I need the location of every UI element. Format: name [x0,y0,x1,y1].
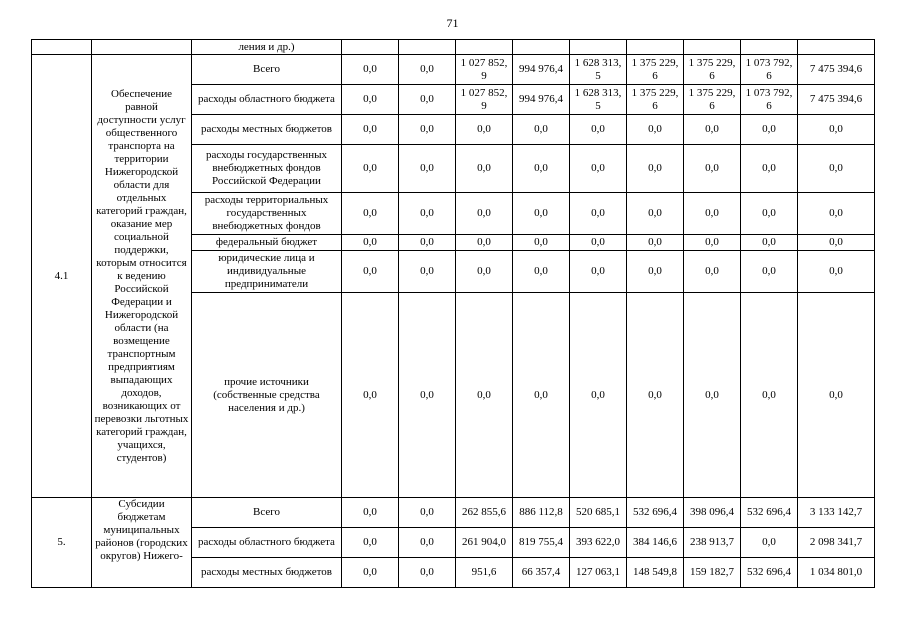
year-value: 0,0 [342,85,399,115]
year-value: 0,0 [684,145,741,193]
row-id: 4.1 [32,55,92,498]
year-value: 1 375 229,6 [627,85,684,115]
table-body [32,40,875,588]
year-value: 0,0 [399,55,456,85]
total-value: 0,0 [798,115,875,145]
year-value: 127 063,1 [570,558,627,588]
year-value: 0,0 [456,145,513,193]
year-value: 0,0 [627,293,684,498]
table-row [32,498,875,528]
year-value: 1 027 852,9 [456,85,513,115]
funding-source: расходы областного бюджета [192,85,342,115]
year-value: 0,0 [342,558,399,588]
total-value: 0,0 [798,251,875,293]
year-value: 0,0 [684,251,741,293]
year-value: 532 696,4 [741,558,798,588]
year-value: 66 357,4 [513,558,570,588]
total-value: 0,0 [798,145,875,193]
year-value: 994 976,4 [513,55,570,85]
year-value: 0,0 [741,235,798,251]
year-value: 0,0 [684,115,741,145]
year-value: 0,0 [570,193,627,235]
year-value: 0,0 [570,145,627,193]
year-value: 0,0 [570,293,627,498]
funding-source: юридические лица и индивидуальные предприниматели [192,251,342,293]
year-value: 0,0 [741,145,798,193]
year-value: 0,0 [570,251,627,293]
funding-source: расходы территориальных государственных внебюджетных фондов [192,193,342,235]
year-value: 0,0 [627,235,684,251]
funding-source: Всего [192,498,342,528]
year-value: 1 073 792,6 [741,85,798,115]
total-value: 0,0 [798,293,875,498]
year-value: 0,0 [399,193,456,235]
year-value: 0,0 [399,251,456,293]
funding-source: федеральный бюджет [192,235,342,251]
year-value: 0,0 [342,235,399,251]
year-value: 0,0 [684,235,741,251]
year-value: 0,0 [684,193,741,235]
year-value: 0,0 [342,145,399,193]
year-value: 0,0 [399,293,456,498]
funding-source: расходы местных бюджетов [192,558,342,588]
year-value: 0,0 [456,235,513,251]
year-value: 0,0 [513,115,570,145]
funding-source: расходы областного бюджета [192,528,342,558]
year-value: 0,0 [513,293,570,498]
year-value: 0,0 [342,293,399,498]
year-value: 532 696,4 [627,498,684,528]
year-value: 159 182,7 [684,558,741,588]
year-value: 951,6 [456,558,513,588]
total-value: 0,0 [798,193,875,235]
year-value: 0,0 [741,251,798,293]
year-value: 1 375 229,6 [684,55,741,85]
year-value: 1 073 792,6 [741,55,798,85]
year-value: 0,0 [741,193,798,235]
year-value: 0,0 [342,498,399,528]
year-value: 0,0 [399,558,456,588]
funding-source: прочие источники (собственные средства населения и др.) [192,293,342,498]
budget-table [31,39,875,588]
year-value: 819 755,4 [513,528,570,558]
year-value: 0,0 [342,251,399,293]
funding-source: Всего [192,55,342,85]
row-name: Обеспечение равной доступности услуг общественного транспорта на территории Нижегородской области для отдельных категорий граждан, оказание мер социальной поддержки, которым относится к ведению Российской Федерации и Нижегородской области (на возмещение транспортным предприятиям выпадающих доходов, возникающих от перевозки льготных категорий граждан, учащихся, студентов) [92,55,192,498]
total-value: 0,0 [798,235,875,251]
year-value: 0,0 [513,145,570,193]
year-value: 532 696,4 [741,498,798,528]
year-value: 0,0 [570,115,627,145]
year-value: 1 375 229,6 [627,55,684,85]
page-number: 71 [446,16,459,30]
year-value: 0,0 [684,293,741,498]
year-value: 0,0 [399,145,456,193]
total-value: 2 098 341,7 [798,528,875,558]
total-value: 7 475 394,6 [798,85,875,115]
year-value: 1 027 852,9 [456,55,513,85]
year-value: 0,0 [627,115,684,145]
source-cell: ления и др.) [192,40,342,55]
year-value: 393 622,0 [570,528,627,558]
year-value: 0,0 [741,115,798,145]
year-value: 0,0 [399,235,456,251]
year-value: 994 976,4 [513,85,570,115]
year-value: 0,0 [342,193,399,235]
total-value: 1 034 801,0 [798,558,875,588]
year-value: 262 855,6 [456,498,513,528]
year-value: 0,0 [456,115,513,145]
year-value: 0,0 [342,528,399,558]
year-value: 0,0 [570,235,627,251]
year-value: 1 375 229,6 [684,85,741,115]
year-value: 0,0 [513,251,570,293]
year-value: 148 549,8 [627,558,684,588]
year-value: 0,0 [342,115,399,145]
year-value: 0,0 [456,293,513,498]
row-name: Субсидии бюджетам муниципальных районов (городских округов) Нижего- [92,498,192,588]
year-value: 238 913,7 [684,528,741,558]
total-value: 3 133 142,7 [798,498,875,528]
year-value: 0,0 [627,193,684,235]
row-id: 5. [32,498,92,588]
year-value: 0,0 [456,193,513,235]
table-row [32,55,875,85]
funding-source: расходы государственных внебюджетных фондов Российской Федерации [192,145,342,193]
year-value: 0,0 [342,55,399,85]
year-value: 1 628 313,5 [570,85,627,115]
year-value: 0,0 [513,235,570,251]
year-value: 0,0 [399,115,456,145]
year-value: 0,0 [399,498,456,528]
name-cell [92,40,192,55]
year-value: 261 904,0 [456,528,513,558]
year-value: 0,0 [741,293,798,498]
year-value: 0,0 [627,145,684,193]
year-value: 886 112,8 [513,498,570,528]
year-value: 520 685,1 [570,498,627,528]
total-value: 7 475 394,6 [798,55,875,85]
year-value: 1 628 313,5 [570,55,627,85]
year-value: 0,0 [513,193,570,235]
continuation-row [32,40,875,55]
year-value: 0,0 [627,251,684,293]
year-value: 384 146,6 [627,528,684,558]
year-value: 0,0 [399,85,456,115]
year-value: 0,0 [456,251,513,293]
year-value: 0,0 [741,528,798,558]
year-value: 0,0 [399,528,456,558]
funding-source: расходы местных бюджетов [192,115,342,145]
year-value: 398 096,4 [684,498,741,528]
id-cell [32,40,92,55]
